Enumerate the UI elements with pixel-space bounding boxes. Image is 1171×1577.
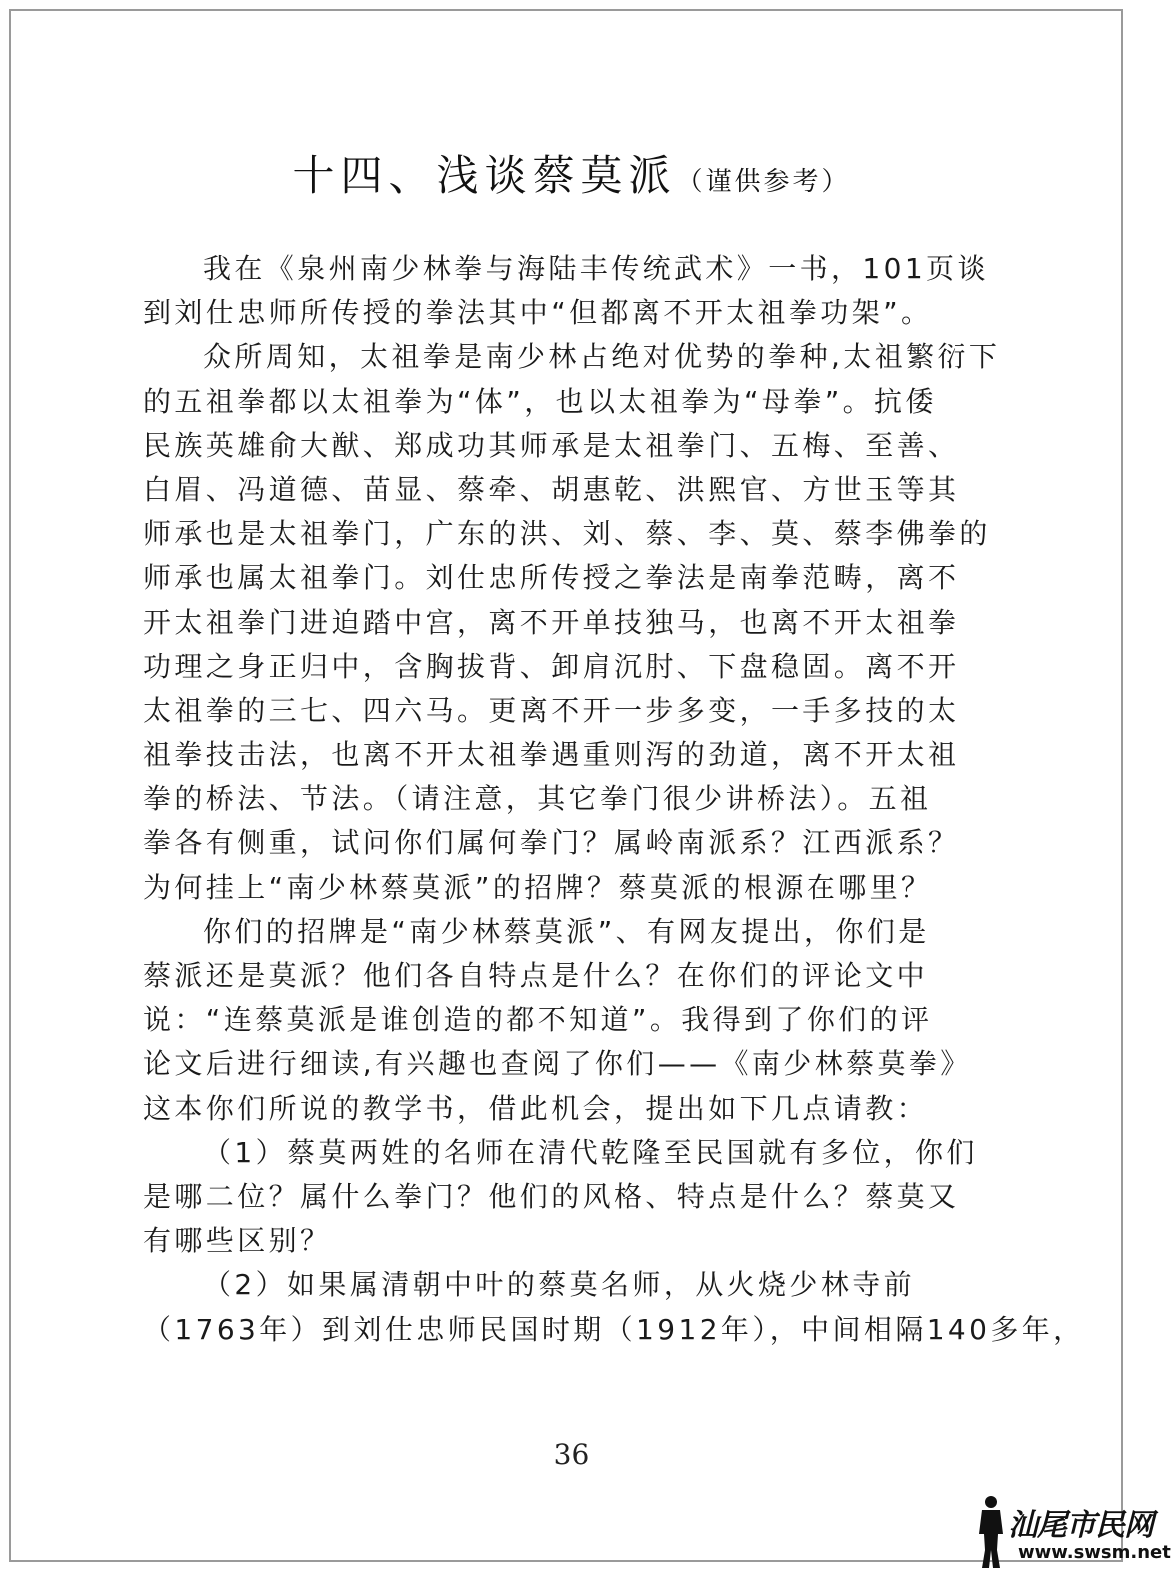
text-line: 说：“连蔡莫派是谁创造的都不知道”。我得到了你们的评	[143, 1003, 933, 1037]
text-line: （1763年）到刘仕忠师民国时期（1912年），中间相隔140多年，	[143, 1312, 1085, 1346]
text-line: 论文后进行细读,有兴趣也查阅了你们——《南少林蔡莫拳》	[143, 1047, 972, 1081]
text-line: 师承也属太祖拳门。刘仕忠所传授之拳法是南拳范畴，离不	[143, 561, 960, 595]
text-line: 拳的桥法、节法。（请注意，其它拳门很少讲桥法）。五祖	[143, 782, 932, 816]
watermark-url: www.swsm.net	[1018, 1542, 1171, 1563]
page-number: 36	[553, 1438, 590, 1471]
page-title	[0, 148, 1143, 210]
text-line: 蔡派还是莫派？他们各自特点是什么？在你们的评论文中	[143, 959, 929, 992]
text-line: 师承也是太祖拳门，广东的洪、刘、蔡、李、莫、蔡李佛拳的	[143, 517, 991, 551]
text-line: 是哪二位？属什么拳门？他们的风格、特点是什么？蔡莫又	[143, 1179, 960, 1213]
text-line: 祖拳技击法，也离不开太祖拳遇重则泻的劲道，离不开太祖	[143, 738, 960, 772]
text-line: （2）如果属清朝中叶的蔡莫名师，从火烧少林寺前	[203, 1268, 916, 1302]
text-line: 功理之身正归中，含胸拔背、卸肩沉肘、下盘稳固。离不开	[143, 649, 960, 683]
text-line: 拳各有侧重，试问你们属何拳门？属岭南派系？江西派系？	[143, 826, 960, 860]
text-line: 有哪些区别？	[143, 1224, 332, 1258]
body-text	[143, 247, 1085, 1352]
text-line: 为何挂上“南少林蔡莫派”的招牌？蔡莫派的根源在哪里？	[143, 870, 933, 904]
text-line: 众所周知，太祖拳是南少林占绝对优势的拳种,太祖繁衍下	[203, 340, 1001, 374]
text-line: 民族英雄俞大猷、郑成功其师承是太祖拳门、五梅、至善、	[143, 428, 960, 462]
site-watermark	[972, 1494, 1171, 1570]
text-line: 到刘仕忠师所传授的拳法其中“但都离不开太祖拳功架”。	[143, 296, 933, 330]
text-line: 的五祖拳都以太祖拳为“体”，也以太祖拳为“母拳”。抗倭	[143, 384, 937, 418]
text-line: 我在《泉州南少林拳与海陆丰传统武术》一书，101页谈	[203, 252, 989, 285]
text-line: 这本你们所说的教学书，借此机会，提出如下几点请教：	[143, 1091, 929, 1125]
silhouette-figure-icon	[972, 1494, 1010, 1570]
title-note: （谨供参考）	[676, 167, 851, 197]
text-line: （1）蔡莫两姓的名师在清代乾隆至民国就有多位，你们	[203, 1135, 978, 1169]
text-line: 太祖拳的三七、四六马。更离不开一步多变，一手多技的太	[143, 693, 960, 727]
text-line: 白眉、冯道德、苗显、蔡牵、胡惠乾、洪熙官、方世玉等其	[143, 472, 960, 506]
title-main: 十四、浅谈蔡莫派	[292, 151, 677, 200]
text-line: 开太祖拳门进迫踏中宫，离不开单技独马，也离不开太祖拳	[143, 605, 960, 639]
text-line: 你们的招牌是“南少林蔡莫派”、有网友提出，你们是	[203, 914, 930, 948]
watermark-name: 汕尾市民网	[1008, 1508, 1153, 1543]
